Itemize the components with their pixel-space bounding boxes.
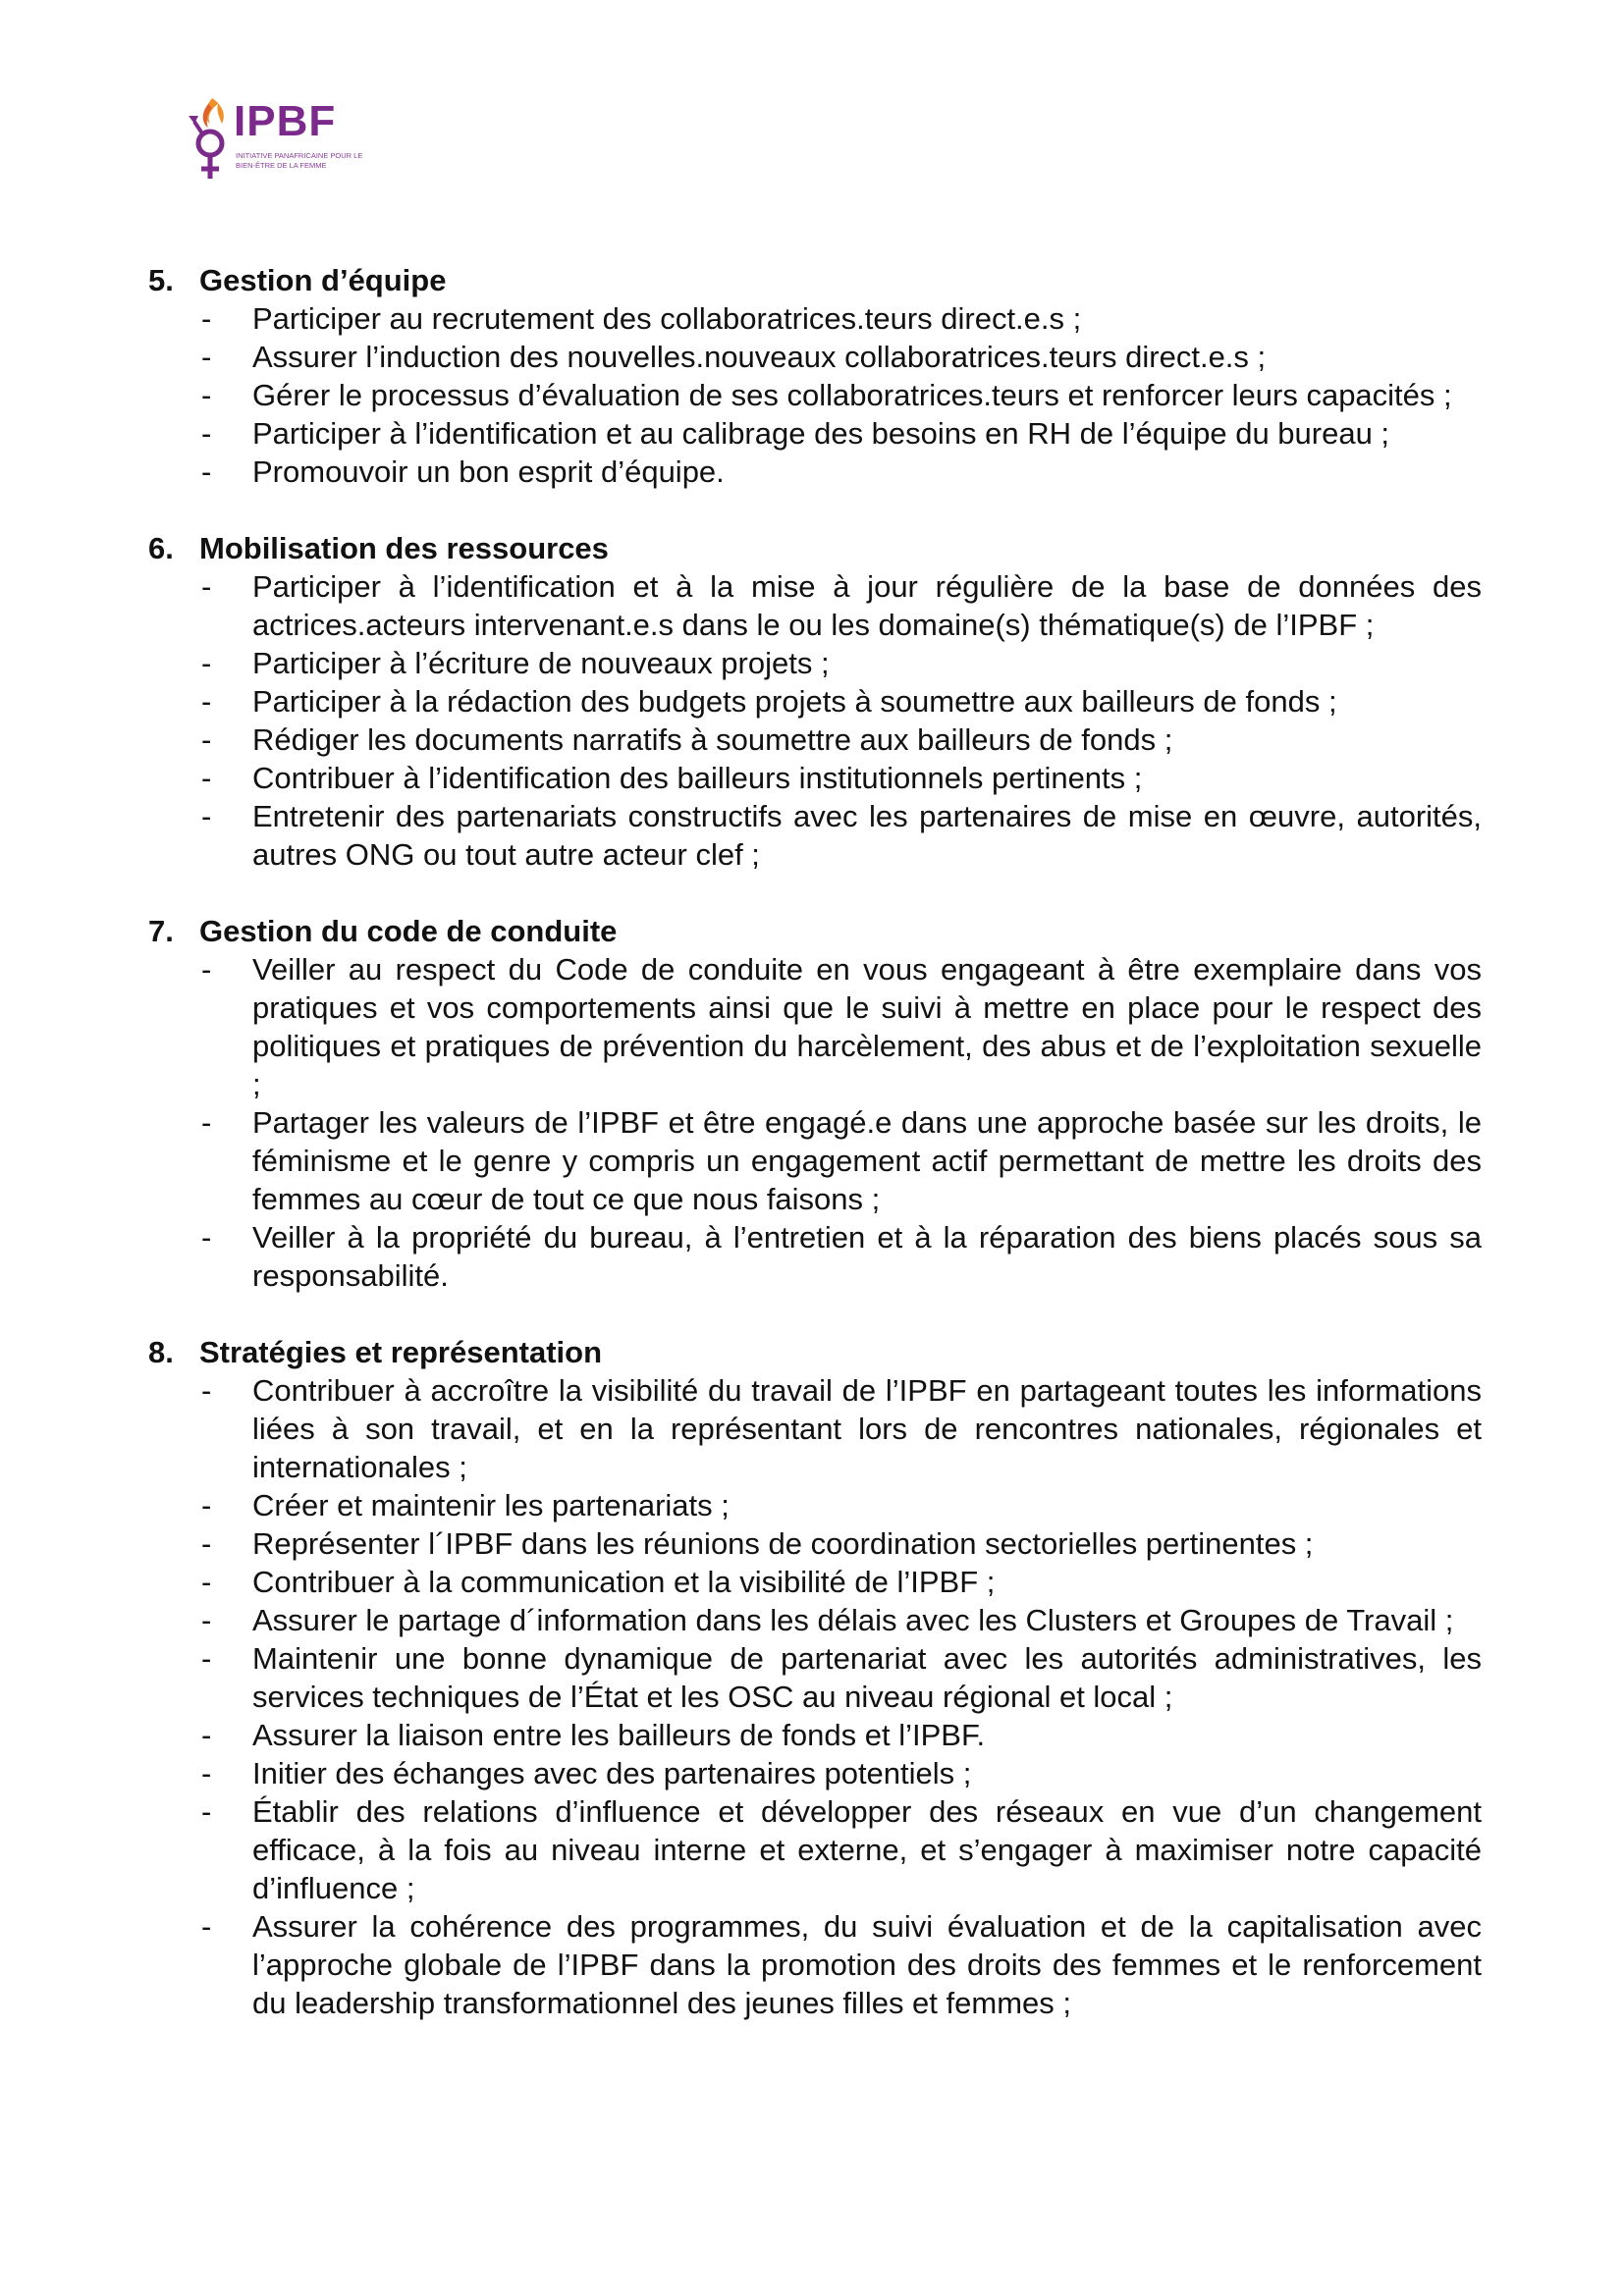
list-item — [148, 453, 1488, 491]
list-item-text: Assurer la cohérence des programmes, du suivi évaluation et de la capitalisation avec l’approche globale de l’IPBF dans la promotion des droits des femmes et le renforcement du leadership transformationnel des jeunes filles et femmes ; — [252, 1909, 1482, 2020]
dash-bullet: - — [201, 646, 212, 680]
list-item-text: Participer au recrutement des collaboratrices.teurs direct.e.s ; — [252, 301, 1082, 336]
section-number: 7. — [148, 914, 174, 948]
list-item — [148, 1754, 1488, 1792]
list-item-text: Promouvoir un bon esprit d’équipe. — [252, 454, 725, 489]
list-item — [148, 644, 1488, 682]
dash-bullet: - — [201, 340, 212, 374]
section — [148, 1333, 1488, 2022]
female-symbol-flame-icon — [183, 94, 234, 183]
bullet-list — [148, 567, 1488, 874]
bullet-list — [148, 950, 1488, 1295]
dash-bullet: - — [201, 1373, 212, 1408]
dash-bullet: - — [201, 1565, 212, 1599]
list-item-text: Rédiger les documents narratifs à soumettre aux bailleurs de fonds ; — [252, 722, 1173, 757]
section — [148, 261, 1488, 491]
list-item-text: Entretenir des partenariats constructifs avec les partenaires de mise en œuvre, autorités, autres ONG ou tout autre acteur clef ; — [252, 799, 1482, 872]
section-heading — [148, 529, 1488, 567]
list-item — [148, 376, 1488, 414]
section-heading — [148, 912, 1488, 950]
list-item — [148, 1486, 1488, 1524]
list-item — [148, 1524, 1488, 1563]
list-item — [148, 567, 1488, 644]
dash-bullet: - — [201, 761, 212, 795]
list-item-text: Veiller à la propriété du bureau, à l’entretien et à la réparation des biens placés sous sa responsabilité. — [252, 1220, 1482, 1293]
dash-bullet: - — [201, 799, 212, 833]
section-number: 8. — [148, 1335, 174, 1369]
bullet-list — [148, 1371, 1488, 2022]
dash-bullet: - — [201, 301, 212, 336]
ipbf-logo — [183, 94, 379, 183]
list-item — [148, 797, 1488, 874]
section-title: Mobilisation des ressources — [199, 531, 609, 565]
section-title: Gestion d’équipe — [199, 263, 447, 297]
dash-bullet: - — [201, 1488, 212, 1522]
dash-bullet: - — [201, 1909, 212, 1944]
section-heading — [148, 261, 1488, 299]
list-item — [148, 950, 1488, 1103]
section — [148, 912, 1488, 1295]
dash-bullet: - — [201, 1641, 212, 1676]
list-item — [148, 1716, 1488, 1754]
list-item-text: Participer à l’écriture de nouveaux projets ; — [252, 646, 830, 680]
dash-bullet: - — [201, 1718, 212, 1752]
dash-bullet: - — [201, 454, 212, 489]
list-item — [148, 338, 1488, 376]
list-item — [148, 682, 1488, 721]
list-item-text: Participer à l’identification et à la mise à jour régulière de la base de données des actrices.acteurs intervenant.e.s dans le ou les domaine(s) thématique(s) de l’IPBF ; — [252, 569, 1482, 642]
dash-bullet: - — [201, 952, 212, 987]
list-item-text: Gérer le processus d’évaluation de ses collaboratrices.teurs et renforcer leurs capacités ; — [252, 378, 1452, 412]
logo-wordmark: IPBF — [234, 97, 337, 145]
list-item-text: Participer à l’identification et au calibrage des besoins en RH de l’équipe du bureau ; — [252, 416, 1390, 451]
list-item-text: Assurer le partage d´information dans les délais avec les Clusters et Groupes de Travail ; — [252, 1603, 1454, 1637]
dash-bullet: - — [201, 1603, 212, 1637]
section — [148, 529, 1488, 874]
list-item — [148, 1601, 1488, 1639]
section-number: 5. — [148, 263, 174, 297]
section-title: Gestion du code de conduite — [199, 914, 618, 948]
list-item-text: Assurer l’induction des nouvelles.nouveaux collaboratrices.teurs direct.e.s ; — [252, 340, 1267, 374]
list-item-text: Contribuer à l’identification des bailleurs institutionnels pertinents ; — [252, 761, 1143, 795]
list-item-text: Contribuer à la communication et la visibilité de l’IPBF ; — [252, 1565, 996, 1599]
list-item — [148, 1371, 1488, 1486]
list-item — [148, 759, 1488, 797]
document-body — [148, 261, 1488, 2060]
dash-bullet: - — [201, 1105, 212, 1140]
list-item — [148, 1792, 1488, 1907]
section-heading — [148, 1333, 1488, 1371]
dash-bullet: - — [201, 1794, 212, 1829]
section-number: 6. — [148, 531, 174, 565]
dash-bullet: - — [201, 416, 212, 451]
dash-bullet: - — [201, 722, 212, 757]
dash-bullet: - — [201, 684, 212, 719]
bullet-list — [148, 299, 1488, 491]
logo-subtitle: INITIATIVE PANAFRICAINE POUR LE BIEN-ÊTRE DE LA FEMME — [236, 151, 363, 170]
dash-bullet: - — [201, 1220, 212, 1255]
list-item — [148, 414, 1488, 453]
list-item — [148, 299, 1488, 338]
list-item-text: Veiller au respect du Code de conduite en vous engageant à être exemplaire dans vos pratiques et vos comportements ainsi que le suivi à mettre en place pour le respect des politiques et pratiques de prévention du harcèlement, des abus et de l’exploitation sexuelle ; — [252, 952, 1482, 1101]
dash-bullet: - — [201, 1526, 212, 1561]
list-item — [148, 1563, 1488, 1601]
section-title: Stratégies et représentation — [199, 1335, 603, 1369]
dash-bullet: - — [201, 1756, 212, 1790]
dash-bullet: - — [201, 378, 212, 412]
list-item — [148, 1639, 1488, 1716]
list-item-text: Contribuer à accroître la visibilité du travail de l’IPBF en partageant toutes les informations liées à son travail, et en la représentant lors de rencontres nationales, régionales et internationales ; — [252, 1373, 1482, 1484]
dash-bullet: - — [201, 569, 212, 604]
list-item-text: Partager les valeurs de l’IPBF et être engagé.e dans une approche basée sur les droits, le féminisme et le genre y compris un engagement actif permettant de mettre les droits des femmes au cœur de tout ce que nous faisons ; — [252, 1105, 1482, 1216]
list-item — [148, 1103, 1488, 1218]
list-item — [148, 1218, 1488, 1295]
list-item-text: Participer à la rédaction des budgets projets à soumettre aux bailleurs de fonds ; — [252, 684, 1337, 719]
list-item — [148, 1907, 1488, 2022]
list-item — [148, 721, 1488, 759]
list-item-text: Créer et maintenir les partenariats ; — [252, 1488, 730, 1522]
list-item-text: Initier des échanges avec des partenaires potentiels ; — [252, 1756, 972, 1790]
list-item-text: Assurer la liaison entre les bailleurs de fonds et l’IPBF. — [252, 1718, 986, 1752]
list-item-text: Représenter l´IPBF dans les réunions de coordination sectorielles pertinentes ; — [252, 1526, 1314, 1561]
list-item-text: Maintenir une bonne dynamique de partenariat avec les autorités administratives, les services techniques de l’État et les OSC au niveau régional et local ; — [252, 1641, 1482, 1714]
list-item-text: Établir des relations d’influence et développer des réseaux en vue d’un changement efficace, à la fois au niveau interne et externe, et s’engager à maximiser notre capacité d’influence ; — [252, 1794, 1482, 1905]
